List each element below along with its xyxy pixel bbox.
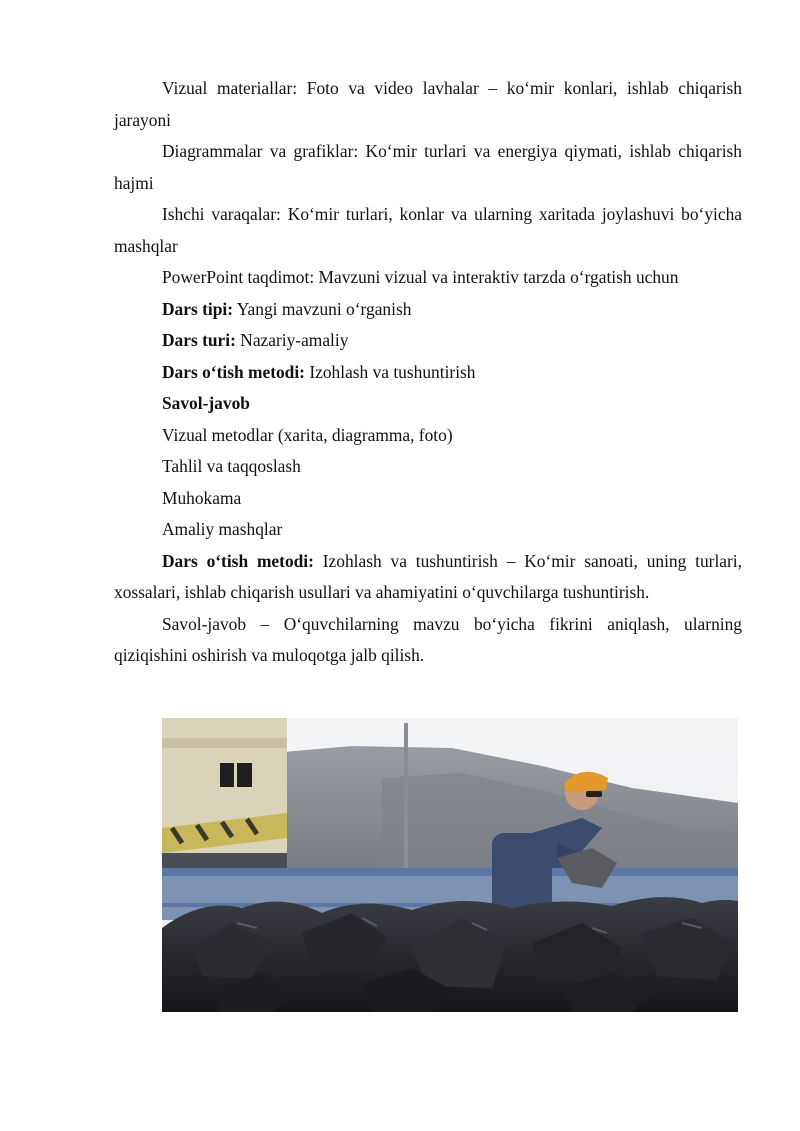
dars-turi-label: Dars turi: [162,330,236,350]
dars-turi-value: Nazariy-amaliy [235,330,349,350]
paragraph-dars-turi [114,325,742,357]
metod2-label: Dars o‘tish metodi: [162,550,314,571]
list-item: Vizual metodlar (xarita, diagramma, foto) [162,424,453,445]
paragraph-powerpoint: PowerPoint taqdimot: Mavzuni vizual va interaktiv tarzda o‘rgatish uchun [162,267,679,287]
dars-tipi-value: Yangi mavzuni o‘rganish [233,298,412,319]
list-item: Muhokama [162,487,242,508]
metod-value: Izohlash va tushuntirish [304,361,476,382]
paragraph-dars-tipi [114,294,742,326]
list-item: Tahlil va taqqoslash [162,456,301,476]
paragraph-metod-detail [114,546,742,609]
list-item: Amaliy mashqlar [162,519,283,539]
document-body [114,73,742,672]
paragraph-metod [114,357,742,389]
paragraph-savol-javob-detail: Savol-javob – O‘quvchilarning mavzu bo‘yicha fikrini aniqlash, ularning qiziqishini oshirish va muloqotga jalb qilish. [114,613,742,665]
metod2-value: Izohlash va tushuntirish – Ko‘mir sanoati, uning turlari, xossalari, ishlab chiqarish usullari va ahamiyatini o‘quvchilarga tushuntirish. [114,550,742,602]
dars-tipi-label: Dars tipi: [162,298,234,319]
paragraph-savol-javob: Savol-javob [162,393,250,413]
paragraph-worksheets: Ishchi varaqalar: Ko‘mir turlari, konlar va ularning xaritada joylashuvi bo‘yicha mashqlar [114,204,742,256]
paragraph-visual-materials: Vizual materiallar: Foto va video lavhalar – ko‘mir konlari, ishlab chiqarish jarayoni [114,78,742,130]
metod-label: Dars o‘tish metodi: [162,361,305,382]
coal-worker-photo [162,718,738,1012]
paragraph-diagrams: Diagrammalar va grafiklar: Ko‘mir turlari va energiya qiymati, ishlab chiqarish hajmi [114,141,742,193]
